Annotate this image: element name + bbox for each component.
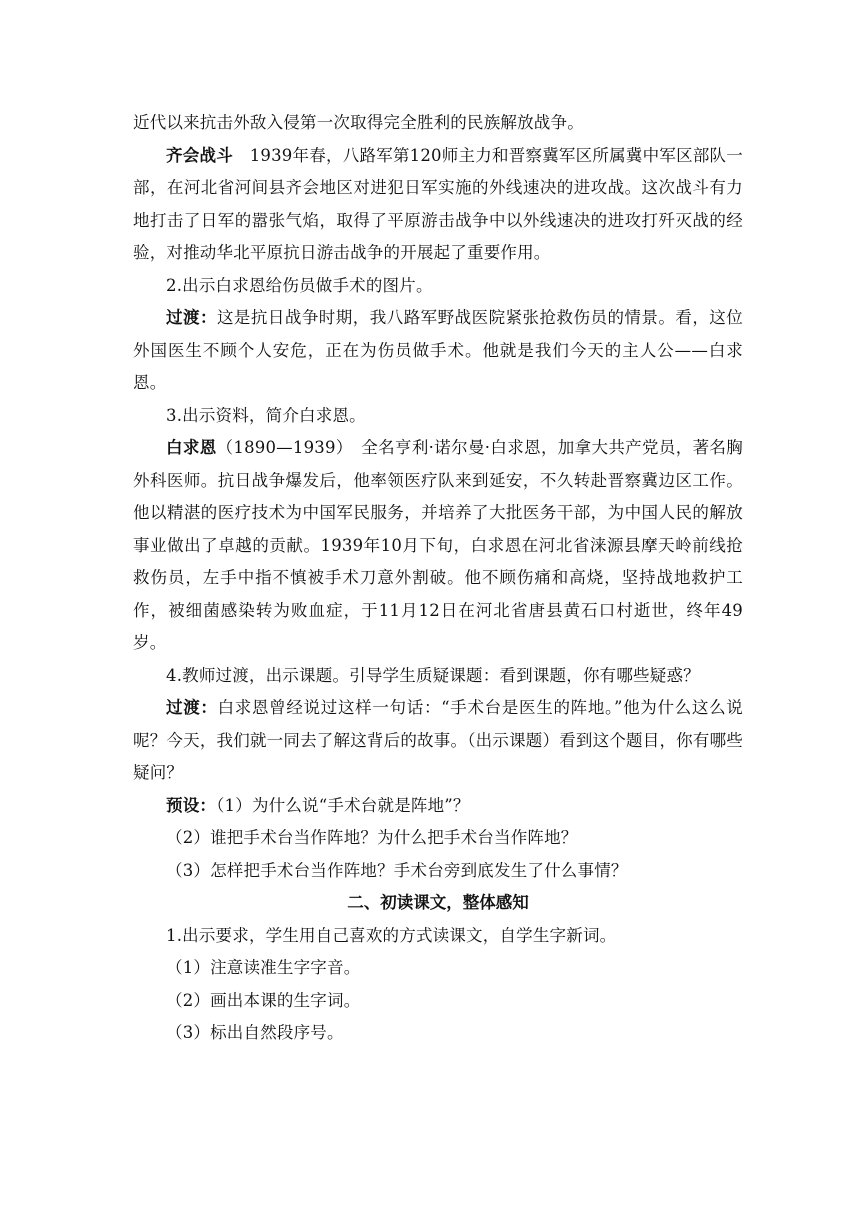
label-preset: 预设： (166, 795, 217, 815)
transition-1-text: 这是抗日战争时期，我八路军野战医院紧张抢救伤员的情景。看，这位外国医生不顾个人安危，正在为伤员做手术。他就是我们今天的主人公——白求恩。 (133, 308, 743, 392)
term-qihui-battle: 齐会战斗 (166, 145, 233, 165)
paragraph-bethune-bio (133, 432, 743, 660)
paragraph-requirement: 1.出示要求，学生用自己喜欢的方式读课文，自学生字新词。 (166, 925, 617, 945)
paragraph-preset-2: （2）谁把手术台当作阵地？为什么把手术台当作阵地？ (166, 828, 578, 847)
paragraph-step-4: 4.教师过渡，出示课题。引导学生质疑课题：看到课题，你有哪些疑惑？ (166, 665, 700, 685)
transition-2-text: 白求恩曾经说过这样一句话：“手术台是医生的阵地。”他为什么这么说呢？今天，我们就一同去了解这背后的故事。（出示课题）看到这个题目，你有哪些疑问？ (133, 698, 743, 782)
paragraph-requirement-2: （2）画出本课的生字词。 (166, 990, 361, 1010)
paragraph-transition-1 (133, 302, 743, 400)
paragraph-preset-3: （3）怎样把手术台当作阵地？手术台旁到底发生了什么事情？ (166, 860, 628, 880)
preset-1-text: （1）为什么说“手术台就是阵地”？ (216, 795, 470, 815)
qihui-battle-text: 1939年春，八路军第120师主力和晋察冀军区所属冀中军区部队一部，在河北省河间县齐会地区对进犯日军实施的外线速决的进攻战。这次战斗有力地打击了日军的嚣张气焰，取得了平原游击战争中以外线速决的进攻打歼灭战的经验，对推动华北平原抗日游击战争的开展起了重要作用。 (133, 145, 743, 262)
paragraph-qihui-battle (133, 140, 743, 270)
paragraph-step-3: 3.出示资料，简介白求恩。 (166, 405, 366, 425)
paragraph-war-summary: 近代以来抗击外敌入侵第一次取得完全胜利的民族解放战争。 (133, 113, 584, 132)
label-transition: 过渡： (166, 698, 218, 717)
label-transition: 过渡： (166, 308, 217, 327)
paragraph-preset-1 (133, 790, 743, 823)
term-bethune: 白求恩 (166, 438, 217, 457)
paragraph-requirement-1: （1）注意读准生字字音。 (166, 958, 361, 977)
paragraph-step-2: 2.出示白求恩给伤员做手术的图片。 (166, 275, 433, 295)
document-body (133, 107, 743, 1050)
paragraph-transition-2 (133, 692, 743, 790)
paragraph-requirement-3: （3）标出自然段序号。 (166, 1023, 344, 1042)
bethune-bio-text: （1890—1939） 全名亨利·诺尔曼·白求恩，加拿大共产党员，著名胸外科医师。抗日战争爆发后，他率领医疗队来到延安，不久转赴晋察冀边区工作。他以精湛的医疗技术为中国军民服务，并培养了大批医务干部，为中国人民的解放事业做出了卓越的贡献。1939年10月下旬，白求恩在河北省涞源县摩天岭前线抢救伤员，左手中指不慎被手术刀意外割破。他不顾伤痛和高烧，坚持战地救护工作，被细菌感染转为败血症，于11月12日在河北省唐县黄石口村逝世，终年49岁。 (133, 438, 743, 652)
section-title: 二、初读课文，整体感知 (347, 893, 529, 912)
